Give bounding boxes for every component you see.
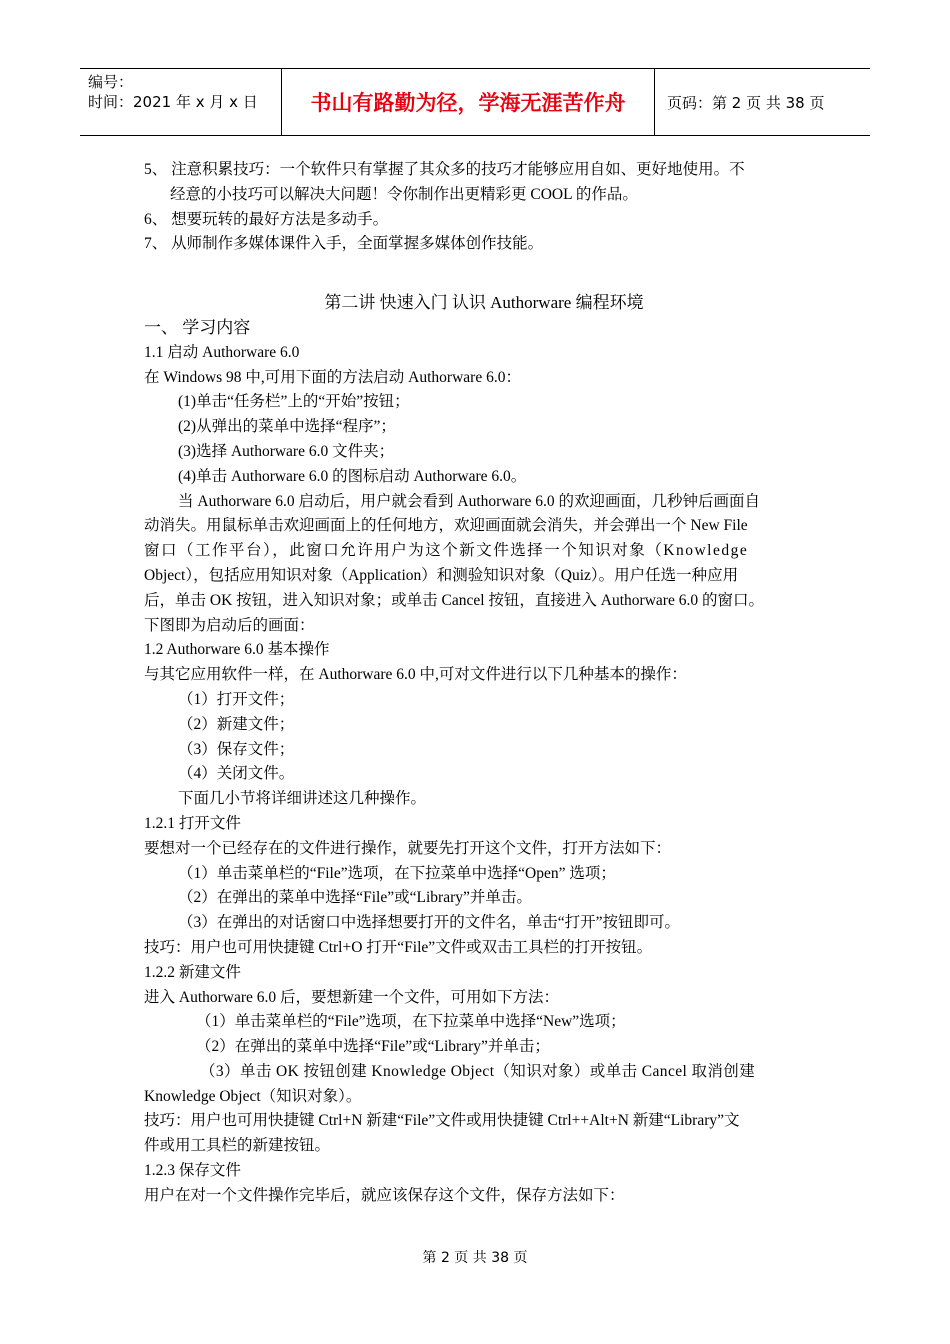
subsection-heading: 1.2 Authorware 6.0 基本操作 — [144, 641, 330, 659]
list-item: 7、 从师制作多媒体课件入手，全面掌握多媒体创作技能。 — [144, 235, 544, 253]
step-item: (1)单击“任务栏”上的“开始”按钮； — [178, 393, 410, 411]
step-item: （3）单击 OK 按钮创建 Knowledge Object（知识对象）或单击 Cancel 取消创建 — [200, 1062, 756, 1080]
step-item: （3）在弹出的对话窗口中选择想要打开的文件名，单击“打开”按钮即可。 — [178, 914, 681, 932]
subsection-heading: 1.1 启动 Authorware 6.0 — [144, 343, 300, 361]
paragraph: 下面几小节将详细讲述这几种操作。 — [178, 790, 427, 808]
paragraph-line: 窗口（工作平台），此窗口允许用户为这个新文件选择一个知识对象（Knowledge — [144, 542, 749, 560]
page-header — [80, 68, 870, 136]
paragraph: 用户在对一个文件操作完毕后，就应该保存这个文件，保存方法如下： — [144, 1186, 625, 1204]
step-item: （2）新建文件； — [178, 715, 295, 733]
page-footer: 第 2 页 共 38 页 — [422, 1250, 528, 1266]
tip-paragraph-continuation: 件或用工具栏的新建按钮。 — [144, 1137, 331, 1155]
paragraph: 要想对一个已经存在的文件进行操作，就要先打开这个文件，打开方法如下： — [144, 839, 672, 857]
step-item: （1）单击菜单栏的“File”选项，在下拉菜单中选择“Open” 选项； — [178, 864, 616, 882]
step-item: （3）保存文件； — [178, 740, 295, 758]
paragraph-line: Object），包括应用知识对象（Application）和测验知识对象（Quiz）。用户任选一种应用 — [144, 566, 739, 584]
paragraph: 进入 Authorware 6.0 后，要想新建一个文件，可用如下方法： — [144, 988, 560, 1006]
step-item: (2)从弹出的菜单中选择“程序”； — [178, 418, 396, 436]
header-meta — [80, 69, 282, 135]
subsection-heading: 1.2.1 打开文件 — [144, 814, 241, 832]
header-time: 时间：2021 年 x 月 x 日 — [88, 93, 258, 111]
paragraph-line: 动消失。用鼠标单击欢迎画面上的任何地方，欢迎画面就会消失，并会弹出一个 New File — [144, 517, 748, 535]
section-heading: 一、 学习内容 — [144, 317, 251, 337]
list-item-continuation: 经意的小技巧可以解决大问题！令你制作出更精彩更 COOL 的作品。 — [170, 185, 638, 203]
paragraph-line: 下图即为启动后的画面： — [144, 616, 315, 634]
list-item: 5、 注意积累技巧：一个软件只有掌握了其众多的技巧才能够应用自如、更好地使用。不 — [144, 161, 745, 178]
subsection-heading: 1.2.2 新建文件 — [144, 963, 241, 981]
tip-paragraph: 技巧：用户也可用快捷键 Ctrl+N 新建“File”文件或用快捷键 Ctrl++Alt+N 新建“Library”文 — [144, 1112, 740, 1130]
paragraph: 与其它应用软件一样，在 Authorware 6.0 中,可对文件进行以下几种基本的操作： — [144, 666, 687, 684]
step-item-continuation: Knowledge Object（知识对象）。 — [144, 1087, 362, 1105]
paragraph: 在 Windows 98 中,可用下面的方法启动 Authorware 6.0： — [144, 368, 521, 386]
subsection-heading: 1.2.3 保存文件 — [144, 1162, 241, 1180]
step-item: （2）在弹出的菜单中选择“File”或“Library”并单击。 — [178, 889, 532, 907]
tip-paragraph: 技巧：用户也可用快捷键 Ctrl+O 打开“File”文件或双击工具栏的打开按钮。 — [144, 938, 653, 956]
paragraph-line: 后，单击 OK 按钮，进入知识对象；或单击 Cancel 按钮，直接进入 Authorware 6.0 的窗口。 — [144, 591, 764, 609]
step-item: (4)单击 Authorware 6.0 的图标启动 Authorware 6.0。 — [178, 467, 527, 485]
step-item: （1）打开文件； — [178, 690, 295, 708]
paragraph-line: 当 Authorware 6.0 启动后，用户就会看到 Authorware 6.0 的欢迎画面，几秒钟后画面自 — [178, 492, 761, 510]
list-item: 6、 想要玩转的最好方法是多动手。 — [144, 210, 389, 228]
document-body — [144, 158, 824, 1209]
step-item: (3)选择 Authorware 6.0 文件夹； — [178, 442, 395, 460]
header-code: 编号： — [88, 73, 134, 91]
step-item: （4）关闭文件。 — [178, 765, 295, 783]
header-page-info: 页码：第 2 页 共 38 页 — [667, 93, 825, 112]
step-item: （2）在弹出的菜单中选择“File”或“Library”并单击； — [196, 1038, 550, 1056]
step-item: （1）单击菜单栏的“File”选项，在下拉菜单中选择“New”选项； — [196, 1013, 626, 1031]
lecture-title: 第二讲 快速入门 认识 Authorware 编程环境 — [324, 293, 644, 313]
header-motto: 书山有路勤为径，学海无涯苦作舟 — [282, 69, 655, 135]
